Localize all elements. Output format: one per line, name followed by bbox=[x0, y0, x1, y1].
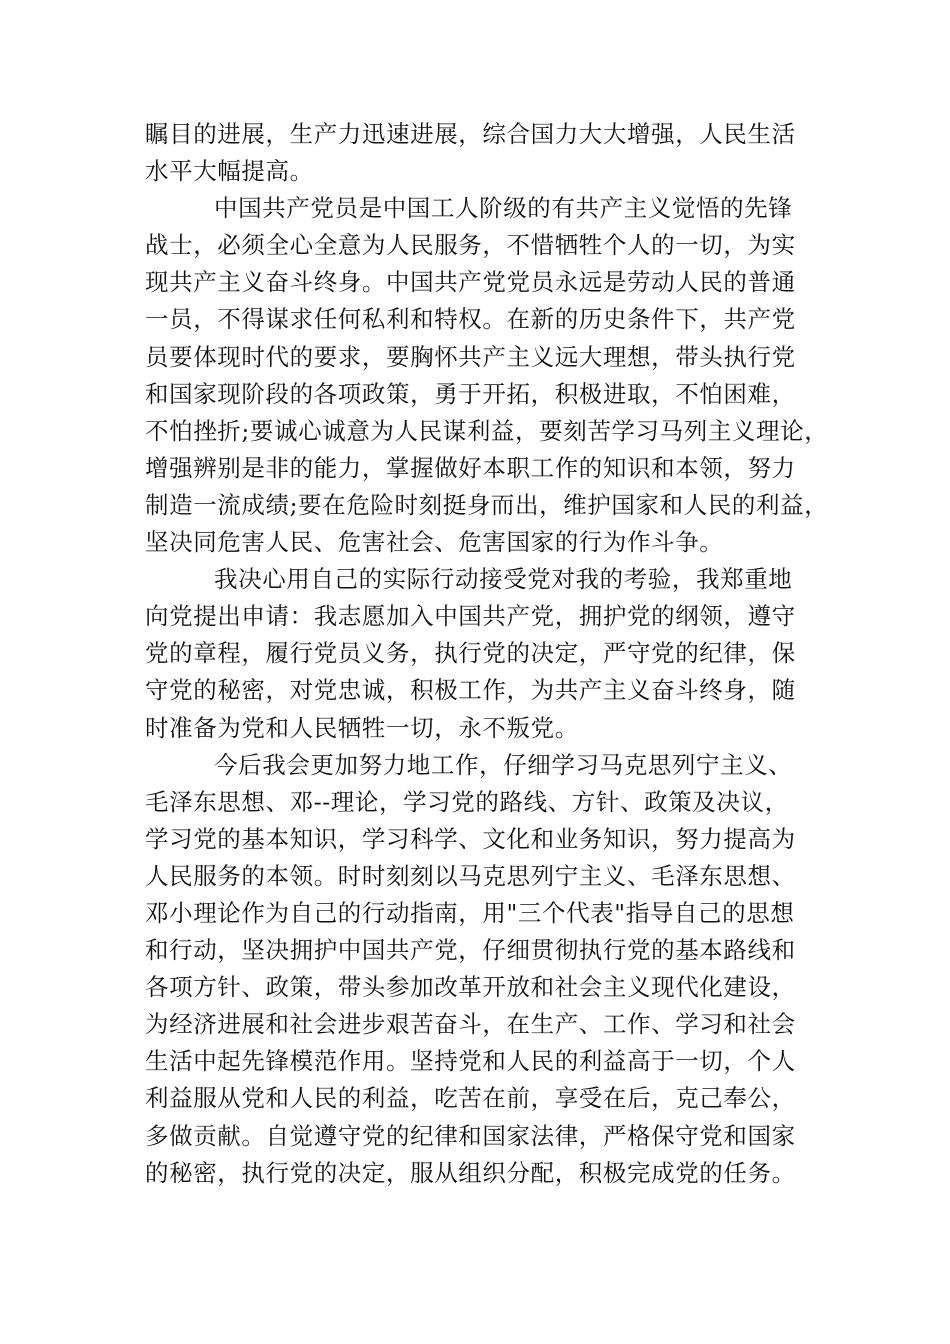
text-line: 利益服从党和人民的利益，吃苦在前，享受在后，克己奉公， bbox=[145, 1084, 796, 1113]
text-line: 增强辨别是非的能力，掌握做好本职工作的知识和本领，努力 bbox=[145, 453, 796, 482]
body-text bbox=[145, 116, 829, 1192]
text-line: 向党提出申请：我志愿加入中国共产党，拥护党的纲领，遵守 bbox=[145, 602, 796, 631]
text-line: 生活中起先锋模范作用。坚持党和人民的利益高于一切，个人 bbox=[145, 1047, 796, 1076]
text-line: 各项方针、政策，带头参加改革开放和社会主义现代化建设， bbox=[145, 973, 796, 1002]
text-line: 学习党的基本知识，学习科学、文化和业务知识，努力提高为 bbox=[145, 824, 796, 853]
text-line: 邓小理论作为自己的行动指南，用"三个代表"指导自己的思想 bbox=[145, 898, 795, 927]
text-line: 现共产主义奋斗终身。中国共产党党员永远是劳动人民的普通 bbox=[145, 268, 796, 297]
text-line: 瞩目的进展，生产力迅速进展，综合国力大大增强，人民生活 bbox=[145, 120, 796, 148]
text-line: 的秘密，执行党的决定，服从组织分配，积极完成党的任务。 bbox=[145, 1158, 796, 1187]
text-line: 人民服务的本领。时时刻刻以马克思列宁主义、毛泽东思想、 bbox=[145, 861, 796, 890]
text-line: 和国家现阶段的各项政策，勇于开拓，积极进取，不怕困难， bbox=[145, 379, 796, 408]
text-line: 不怕挫折;要诚心诚意为人民谋利益，要刻苦学习马列主义理论， bbox=[145, 416, 829, 445]
text-line: 和行动，坚决拥护中国共产党，仔细贯彻执行党的基本路线和 bbox=[145, 936, 796, 965]
text-line: 制造一流成绩;要在危险时刻挺身而出，维护国家和人民的利益， bbox=[145, 490, 829, 519]
paragraph-start-line: 中国共产党员是中国工人阶级的有共产主义觉悟的先锋 bbox=[214, 194, 793, 223]
text-line: 党的章程，履行党员义务，执行党的决定，严守党的纪律，保 bbox=[145, 639, 796, 668]
text-line: 一员，不得谋求任何私利和特权。在新的历史条件下，共产党 bbox=[145, 305, 796, 334]
paragraph-start-line: 今后我会更加努力地工作，仔细学习马克思列宁主义、 bbox=[214, 750, 793, 779]
text-line: 多做贡献。自觉遵守党的纪律和国家法律，严格保守党和国家 bbox=[145, 1121, 796, 1150]
text-line: 守党的秘密，对党忠诚，积极工作，为共产主义奋斗终身，随 bbox=[145, 676, 796, 705]
text-line: 战士，必须全心全意为人民服务，不惜牺牲个人的一切，为实 bbox=[145, 231, 796, 260]
text-line: 为经济进展和社会进步艰苦奋斗，在生产、工作、学习和社会 bbox=[145, 1010, 796, 1039]
paragraph-start-line: 我决心用自己的实际行动接受党对我的考验，我郑重地 bbox=[214, 565, 793, 594]
text-line: 坚决同危害人民、危害社会、危害国家的行为作斗争。 bbox=[145, 528, 724, 557]
text-line: 毛泽东思想、邓--理论，学习党的路线、方针、政策及决议， bbox=[145, 787, 789, 816]
text-line: 水平大幅提高。 bbox=[145, 157, 314, 186]
text-line: 员要体现时代的要求，要胸怀共产主义远大理想，带头执行党 bbox=[145, 342, 796, 371]
text-line: 时准备为党和人民牺牲一切，永不叛党。 bbox=[145, 713, 579, 742]
